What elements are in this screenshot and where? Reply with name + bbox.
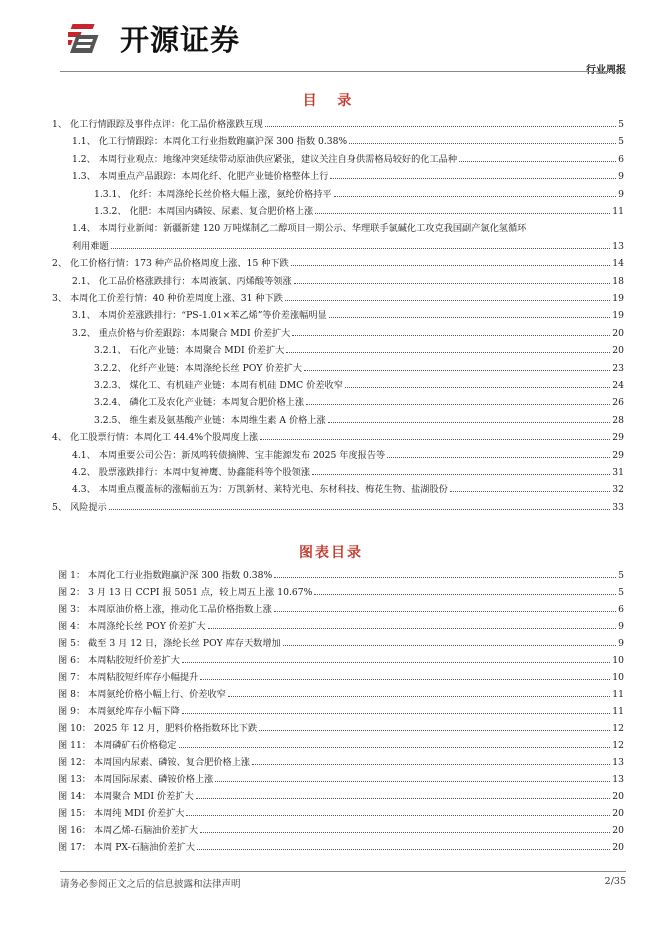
toc-entry-leader [111,248,611,249]
figures-entry-page: 11 [612,689,624,700]
toc-entry-page: 14 [612,258,624,270]
toc-entry-leader [294,283,611,284]
figures-entry[interactable] [58,632,624,649]
figures-entry[interactable] [58,615,624,632]
toc-entry-text: 4、 化工股票行情：本周化工 44.4%个股周度上涨 [52,432,259,444]
toc-entry-page: 20 [612,345,624,357]
figures-entry-leader [196,798,611,799]
toc-entry-text: 4.1、 本周重要公司公告：新凤鸣转债摘牌、宝丰能源发布 2025 年度报告等 [72,449,386,461]
toc-entry-text: 1.1、 化工行情跟踪：本周化工行业指数跑赢沪深 300 指数 0.38% [72,136,348,148]
toc-entry-page: 23 [612,362,624,374]
figures-entry-text: 图 16： 本周乙烯-石脑油价差扩大 [58,825,199,836]
figures-entry-leader [182,662,610,663]
toc-entry[interactable] [52,113,624,130]
figures-entry[interactable] [58,785,624,802]
toc-entry-leader [459,161,616,162]
header-divider [60,71,626,72]
toc-entry-text: 1.4、 本周行业新闻：新疆新建 120 万吨煤制乙二醇项目一期公示、华理联手氯碱化工攻克我国副产氯化氢循环 [72,223,527,235]
figures-entry-text: 图 5： 截至 3 月 12 日，涤纶长丝 POY 库存天数增加 [58,638,281,649]
figures-entry[interactable] [58,581,624,598]
toc-entry[interactable] [72,304,624,321]
figures-entry-leader [283,645,616,646]
figures-entry-page: 20 [612,842,624,853]
toc-entry-leader [450,491,610,492]
figures-entry-page: 13 [612,757,624,768]
figures-entry[interactable] [58,598,624,615]
toc-entry[interactable] [94,374,624,391]
toc-entry-page: 5 [618,119,624,130]
toc-entry-text: 利用难题 [72,240,109,252]
figures-entry[interactable] [58,649,624,666]
figures-entry-leader [228,696,610,697]
toc-entry-page: 6 [618,153,624,165]
toc-entry-leader [349,143,616,144]
figures-entry-page: 5 [618,570,624,581]
figures-entry-text: 图 6： 本周粘胶短纤价差扩大 [58,655,180,666]
figures-title: 图表目录 [299,545,363,561]
toc-entry[interactable] [94,183,624,200]
figures-entry-page: 10 [612,655,624,666]
figures-entry-text: 图 14： 本周聚合 MDI 价差扩大 [58,791,194,802]
figures-entry-leader [215,781,610,782]
figures-entry-text: 图 4： 本周涤纶长丝 POY 价差扩大 [58,621,206,632]
report-type [586,61,626,76]
toc-entry-leader [328,422,611,423]
toc-entry-leader [387,457,610,458]
toc-entry-text: 5、 风险提示 [52,501,107,513]
figures-entry-text: 图 11： 本周磷矿石价格稳定 [58,740,177,751]
toc-entry[interactable] [72,217,624,234]
toc-entry-leader [291,265,611,266]
figures-entry[interactable] [58,768,624,785]
toc-entry-text: 1.2、 本周行业观点：地缘冲突延续带动原油供应紧张，建议关注自身供需格局较好的化工品种 [72,153,458,165]
toc-entry-leader [292,335,610,336]
toc-entry-leader [329,317,611,318]
figures-entry-page: 9 [618,621,624,632]
toc-entry-page: 29 [612,432,624,444]
footer-disclaimer: 请务必参阅正文之后的信息披露和法律声明 [60,879,241,890]
figures-entry-leader [208,628,617,629]
figures-entry[interactable] [58,819,624,836]
figures-entry-page: 20 [612,825,624,836]
figures-entry-leader [182,713,610,714]
toc-entry-leader [286,352,610,353]
toc-entry-page: 26 [612,397,624,409]
figures-entry-page: 10 [612,672,624,683]
toc-entry-text: 3.2、 重点价格与价差跟踪：本周聚合 MDI 价差扩大 [72,327,291,339]
toc-entry-leader [334,196,617,197]
toc-entry[interactable] [52,496,624,513]
toc-entry[interactable] [72,270,624,287]
figures-entry-text: 图 17： 本周 PX-石脑油价差扩大 [58,842,196,853]
figures-entry-page: 20 [612,791,624,802]
page-number: 2/35 [604,876,626,887]
toc-entry-leader [345,387,610,388]
figures-entry-text: 图 8： 本周氨纶价格小幅上行、价差收窄 [58,689,226,700]
figures-entry-leader [186,815,610,816]
toc-entry[interactable] [52,426,624,443]
figures-entry[interactable] [58,717,624,734]
figures-entry-page: 5 [618,587,624,598]
figures-entry[interactable] [58,802,624,819]
toc-entry-text: 3、 本周化工价差行情：40 种价差周度上涨、31 种下跌 [52,293,283,304]
toc-entry-leader [265,126,616,127]
figures-entry[interactable] [58,564,624,581]
toc-entry-text: 1.3、 本周重点产品跟踪：本周化纤、化肥产业链价格整体上行 [72,171,329,183]
figures-entry[interactable] [58,734,624,751]
toc-entry[interactable] [94,391,624,408]
toc-entry-text: 3.2.2、 化纤产业链：本周涤纶长丝 POY 价差扩大 [94,362,303,374]
figures-entry[interactable] [58,751,624,768]
toc-entry-leader [306,404,610,405]
figures-entry-leader [274,577,616,578]
figures-entry-leader [259,730,610,731]
toc-entry[interactable] [72,478,624,495]
toc-entry[interactable] [52,252,624,269]
figures-entry-text: 图 10： 2025 年 12 月，肥料价格指数环比下跌 [58,723,258,734]
toc-entry-page: 29 [612,449,624,461]
toc-entry-page: 31 [612,467,624,478]
toc-entry[interactable] [94,409,624,426]
figures-entry-page: 6 [618,604,624,615]
figures-entry-page: 13 [612,774,624,785]
toc-entry-page: 28 [612,414,624,426]
toc-entry-text: 3.2.1、 石化产业链：本周聚合 MDI 价差扩大 [94,345,285,357]
figures-entry[interactable] [58,666,624,683]
toc-entry-text: 3.2.4、 磷化工及农化产业链：本周复合肥价格上涨 [94,397,305,409]
toc-entry-page: 18 [612,275,624,287]
figures-entry-text: 图 1： 本周化工行业指数跑赢沪深 300 指数 0.38% [58,570,273,581]
footer-divider [60,871,626,872]
toc-entry-text: 2、 化工价格行情：173 种产品价格周度上涨、15 种下跌 [52,258,289,270]
toc-entry-leader [315,213,610,214]
toc-entry[interactable] [72,444,624,461]
toc-entry-page: 11 [612,206,624,217]
figures-entry[interactable] [58,836,624,853]
toc-entry[interactable] [94,200,624,217]
toc-entry-leader [312,474,610,475]
toc-entry-leader [285,300,610,301]
brand-name: 开源证券 [120,22,241,57]
figures-entry-page: 12 [612,740,624,751]
toc-entry[interactable] [72,165,624,182]
toc-entry-page: 33 [612,501,624,513]
toc-entry-text: 3.1、 本周价差涨跌排行：“PS-1.01×苯乙烯”等价差涨幅明显 [72,310,327,322]
figures-entry-text: 图 2： 3 月 13 日 CCPI 报 5051 点，较上周五上涨 10.67% [58,587,313,598]
figures-entry-leader [274,611,616,612]
figures-entry-text: 图 3： 本周原油价格上涨，推动化工品价格指数上涨 [58,604,272,615]
toc-entry-text: 4.3、 本周重点覆盖标的涨幅前五为：万凯新材、莱特光电、东材科技、梅花生物、盐湖股份 [72,484,448,496]
toc-entry[interactable] [72,235,624,252]
brand-logo [68,18,240,58]
toc-entry-leader [330,178,616,179]
figures-entry[interactable] [58,700,624,717]
toc-entry-leader [109,509,611,510]
toc-entry[interactable] [94,339,624,356]
figures-entry-leader [200,832,610,833]
toc-entry[interactable] [72,148,624,165]
toc-entry-page: 24 [612,380,624,391]
toc-entry[interactable] [72,322,624,339]
toc-entry-leader [304,370,610,371]
toc-entry-text: 3.2.5、 维生素及氨基酸产业链：本周维生素 A 价格上涨 [94,414,326,426]
figures-entry-leader [252,764,610,765]
toc-entry-text: 1.3.2、 化肥：本周国内磷铵、尿素、复合肥价格上涨 [94,206,314,217]
toc-entry-page: 19 [612,293,624,304]
figures-entry-leader [200,679,610,680]
figures-entry-page: 9 [618,638,624,649]
toc-entry-text: 2.1、 化工品价格涨跌排行：本周液氯、丙烯酸等领涨 [72,275,292,287]
toc-entry[interactable] [72,461,624,478]
toc-entry-text: 1、 化工行情跟踪及事件点评：化工品价格涨跌互现 [52,119,263,130]
brand-logo-icon [68,20,112,56]
figures-entry-text: 图 9： 本周氨纶库存小幅下降 [58,706,180,717]
figures-entry-text: 图 12： 本周国内尿素、磷铵、复合肥价格上涨 [58,757,251,768]
toc-title: 目 录 [302,93,360,109]
toc-entry-page: 20 [612,327,624,339]
toc-entry[interactable] [52,287,624,304]
toc-entry-page: 32 [612,484,624,496]
figures-entry-page: 12 [612,723,624,734]
toc-entry-leader [260,439,610,440]
figures-entry-leader [179,747,611,748]
toc-entry-text: 4.2、 股票涨跌排行：本周中复神鹰、协鑫能科等个股领涨 [72,467,311,478]
figures-entry[interactable] [58,683,624,700]
toc-entry-page: 9 [618,171,624,183]
toc-entry-page: 5 [618,136,624,148]
figures-entry-text: 图 7： 本周粘胶短纤库存小幅提升 [58,672,199,683]
figures-entry-leader [197,849,610,850]
toc-entry[interactable] [94,357,624,374]
figures-entry-page: 20 [612,808,624,819]
figures-entry-text: 图 13： 本周国际尿素、磷铵价格上涨 [58,774,214,785]
toc-entry-page: 13 [612,240,624,252]
figures-entry-text: 图 15： 本周纯 MDI 价差扩大 [58,808,185,819]
toc-entry[interactable] [72,130,624,147]
figures-entry-page: 11 [612,706,624,717]
figures-entry-leader [314,594,616,595]
toc-entry-text: 3.2.3、 煤化工、有机硅产业链：本周有机硅 DMC 价差收窄 [94,380,343,391]
toc-entry-page: 9 [618,188,624,200]
toc-entry-text: 1.3.1、 化纤：本周涤纶长丝价格大幅上涨，氨纶价格持平 [94,188,332,200]
toc-entry-page: 19 [612,310,624,322]
